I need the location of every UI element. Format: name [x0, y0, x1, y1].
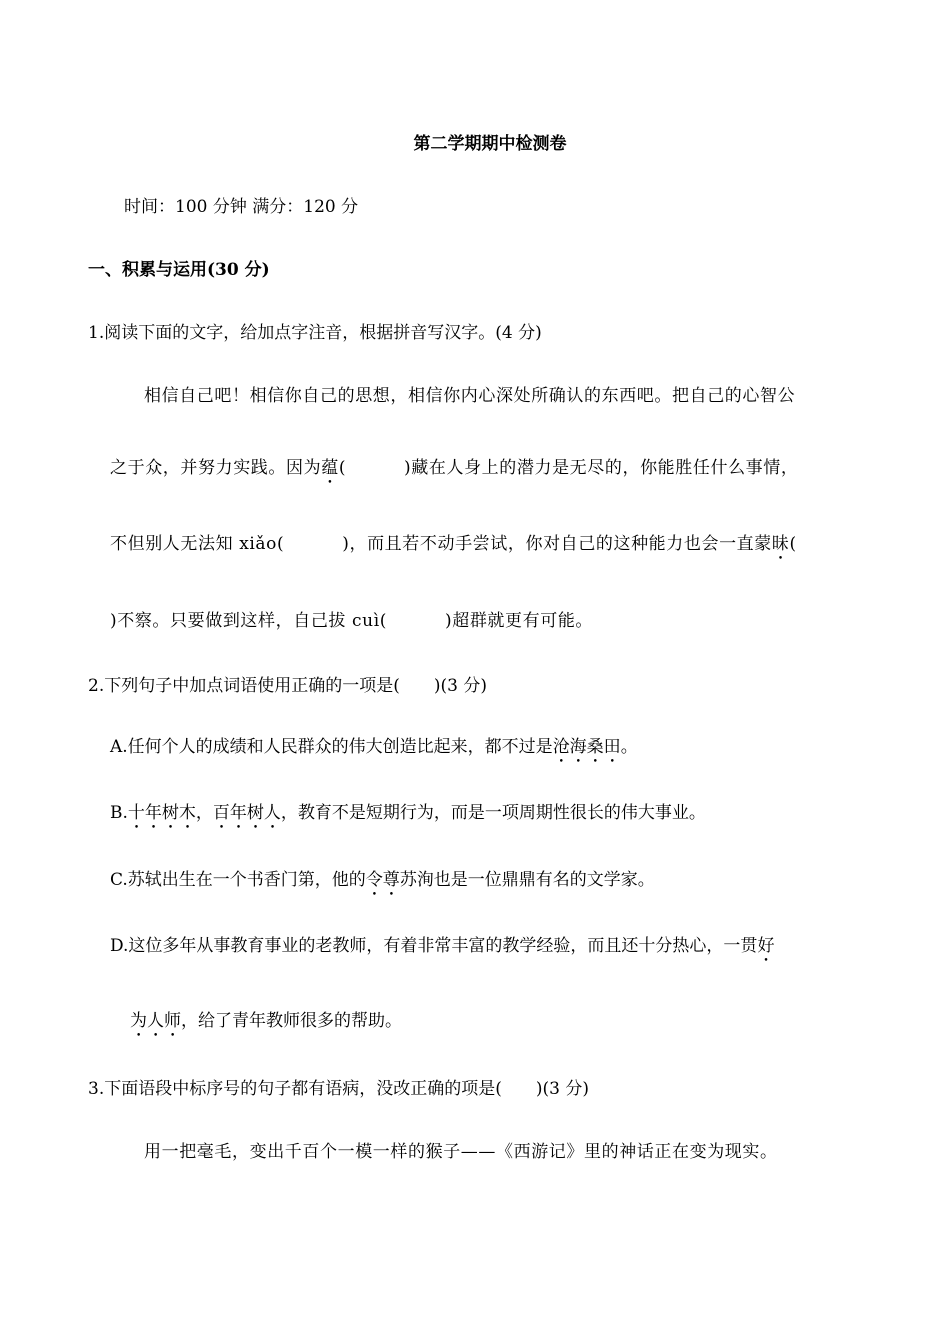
passage-text: )，而且若不动手尝试，你对自己的这种能力也会一直蒙: [342, 534, 772, 554]
passage-text: )超群就更有可能。: [444, 611, 594, 631]
option-text: 。: [620, 737, 638, 757]
section-heading: 一、积累与运用(30 分): [88, 260, 270, 280]
dotted-phrase: 令尊: [365, 870, 400, 890]
passage-line: 相信自己吧！相信你自己的思想，相信你内心深处所确认的东西吧。把自己的心智公: [144, 386, 796, 406]
dotted-phrase: 为人师: [130, 1011, 181, 1031]
option-text: C.苏轼出生在一个书香门第，他的: [110, 870, 366, 890]
passage-line: [110, 457, 798, 488]
page-title: 第二学期期中检测卷: [413, 134, 567, 154]
passage-text: 不但别人无法知 xiǎo(: [110, 534, 285, 554]
dotted-char: 蕴: [321, 458, 339, 478]
passage-text: 之于众，并努力实践。因为: [110, 458, 322, 478]
option-d-continued: [130, 1010, 402, 1041]
passage-text: (: [789, 534, 797, 554]
option-b[interactable]: [110, 802, 706, 833]
option-a[interactable]: [110, 736, 638, 767]
option-c[interactable]: [110, 869, 655, 900]
passage-text: )不察。只要做到这样，自己拔 cuì(: [110, 611, 387, 631]
question-1-stem: 1.阅读下面的文字，给加点字注音，根据拼音写汉字。(4 分): [88, 323, 542, 343]
question-3-stem: 3.下面语段中标序号的句子都有语病，没改正确的项是( )(3 分): [88, 1079, 589, 1099]
option-text: A.任何个人的成绩和人民群众的伟大创造比起来，都不过是: [110, 737, 553, 757]
passage-text: (: [338, 458, 347, 478]
option-text: ，教育不是短期行为，而是一项周期性很长的伟大事业。: [280, 803, 706, 823]
dotted-phrase: 好: [757, 936, 775, 956]
dotted-phrase: 百年树人: [212, 803, 281, 823]
question-3-passage: 用一把毫毛，变出千百个一模一样的猴子——《西游记》里的神话正在变为现实。: [144, 1142, 778, 1162]
passage-line: [110, 533, 797, 564]
dotted-phrase: 十年树木: [127, 803, 196, 823]
passage-text: )藏在人身上的潜力是无尽的，你能胜任什么事情，: [404, 458, 799, 478]
question-2-stem: 2.下列句子中加点词语使用正确的一项是( )(3 分): [88, 676, 487, 696]
passage-line: [110, 610, 593, 632]
option-text: 苏洵也是一位鼎鼎有名的文学家。: [399, 870, 655, 890]
option-text: ，: [195, 803, 213, 823]
option-text: B.: [110, 803, 128, 823]
dotted-phrase: 沧海桑田: [552, 737, 621, 757]
option-text: D.这位多年从事教育事业的老教师，有着非常丰富的教学经验，而且还十分热心，一贯: [110, 936, 758, 956]
exam-meta: 时间：100 分钟 满分：120 分: [124, 197, 359, 217]
dotted-char: 昧: [771, 534, 790, 554]
option-d[interactable]: [110, 935, 774, 966]
option-text: ，给了青年教师很多的帮助。: [181, 1011, 402, 1031]
